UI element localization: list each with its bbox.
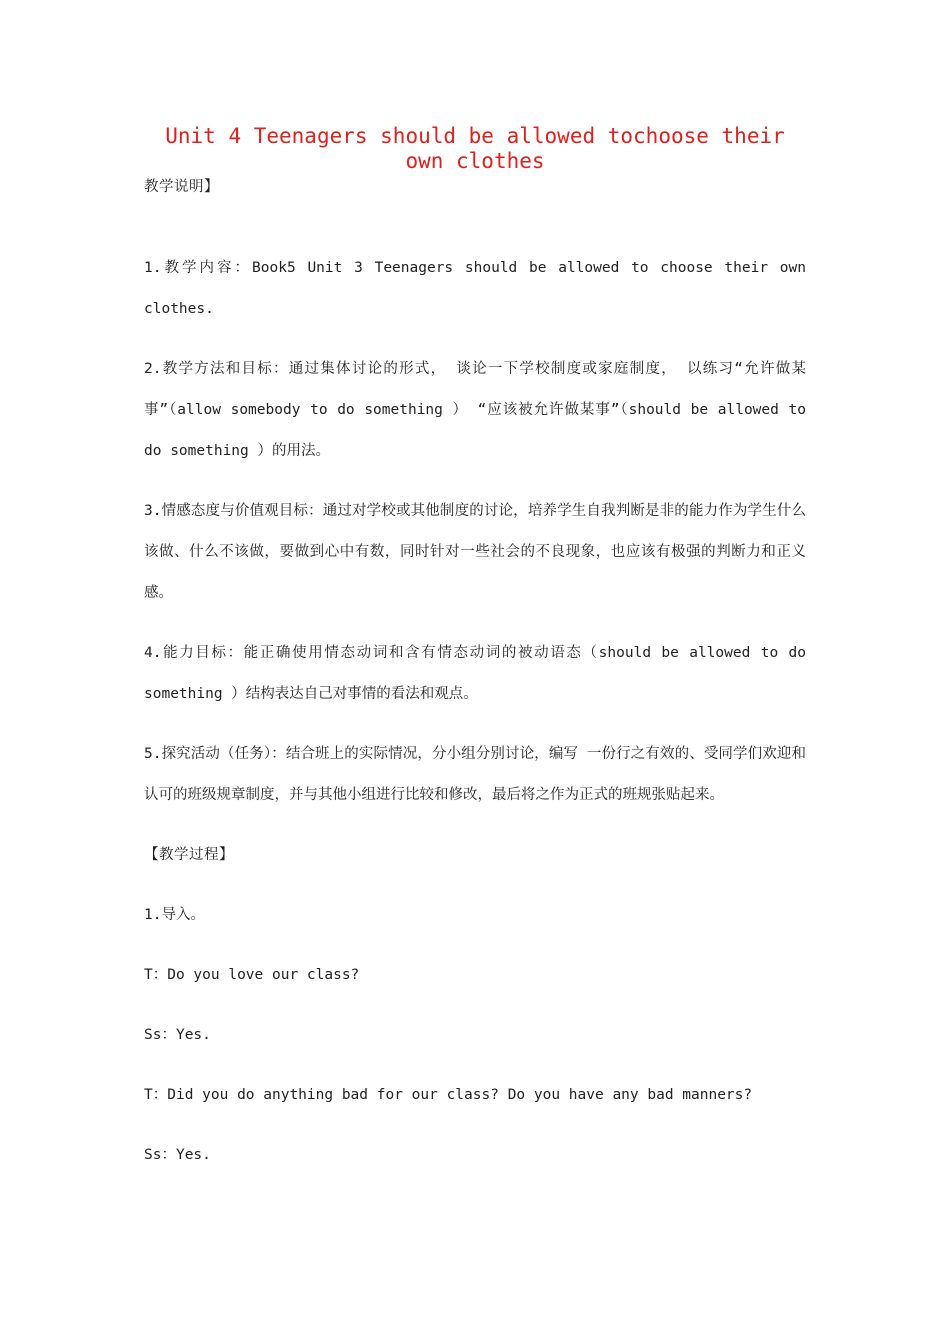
ability-goals: 4.能力目标：能正确使用情态动词和含有情态动词的被动语态（should be allowed to do something ）结构表达自己对事情的看法和观点。 <box>144 645 806 702</box>
emotion-values-goals: 3.情感态度与价值观目标：通过对学校或其他制度的讨论，培养学生自我判断是非的能力作为学生什么该做、什么不该做，要做到心中有数，同时针对一些社会的不良现象，也应该有极强的判断力和正义感。 <box>144 503 806 601</box>
teaching-method-goals: 2.教学方法和目标：通过集体讨论的形式， 谈论一下学校制度或家庭制度， 以练习“允许做某事”（allow somebody to do something ） “应该被允许做某事”（should be allowed to do something ）的用法。 <box>144 361 806 459</box>
intro-heading: 教学说明】 <box>144 179 219 195</box>
dialogue-line: Ss：Yes. <box>144 1147 211 1163</box>
dialogue-line: Ss：Yes. <box>144 1027 211 1043</box>
inquiry-activity: 5.探究活动（任务）：结合班上的实际情况，分小组分别讨论，编写 一份行之有效的、受同学们欢迎和认可的班级规章制度，并与其他小组进行比较和修改，最后将之作为正式的班规张贴起来。 <box>144 746 806 803</box>
process-step: 1.导入。 <box>144 907 205 923</box>
teaching-content: 1.教学内容：Book5 Unit 3 Teenagers should be allowed to choose their own clothes. <box>144 260 806 317</box>
process-heading: 【教学过程】 <box>144 847 234 863</box>
dialogue-line: T：Do you love our class? <box>144 967 360 983</box>
document-title: Unit 4 Teenagers should be allowed tochoose their own clothes <box>165 124 785 173</box>
dialogue-line: T：Did you do anything bad for our class? Do you have any bad manners? <box>144 1087 753 1103</box>
document-body <box>144 176 806 1176</box>
